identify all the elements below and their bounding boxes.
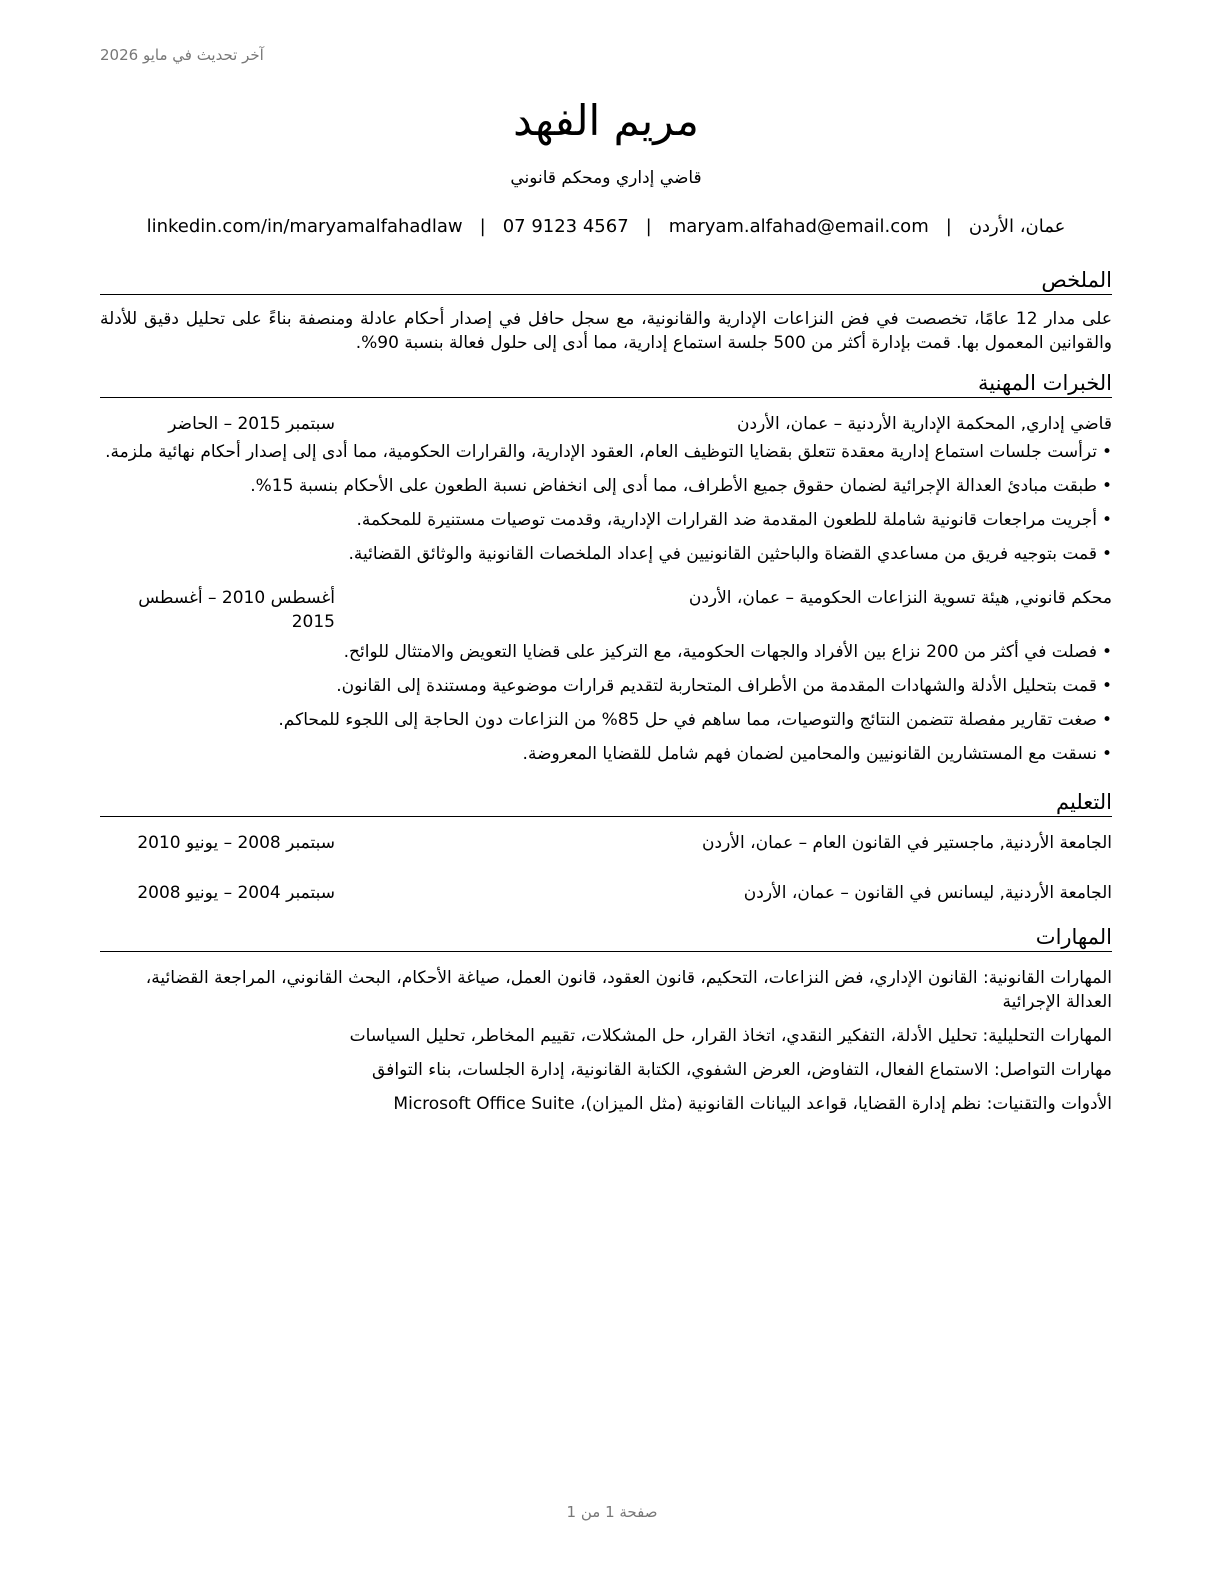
job-header <box>100 412 1112 436</box>
page-number: صفحة 1 من 1 <box>566 1503 658 1521</box>
education-dates: سبتمبر 2004 – يونيو 2008 <box>137 883 335 903</box>
job-bullet: • فصلت في أكثر من 200 نزاع بين الأفراد والجهات الحكومية، مع التركيز على قضايا التعويض والامتثال للوائح. <box>100 640 1112 664</box>
skill-line: المهارات التحليلية: تحليل الأدلة، التفكير النقدي، اتخاذ القرار، حل المشكلات، تقييم المخاطر، تحليل السياسات <box>349 1026 1112 1046</box>
job-role-org: قاضي إداري, المحكمة الإدارية الأردنية – عمان، الأردن <box>737 414 1112 434</box>
job-bullet: • ترأست جلسات استماع إدارية معقدة تتعلق بقضايا التوظيف العام، العقود الإدارية، والقرارات الحكومية، مما أدى إلى إصدار أحكام نهائية ملزمة. <box>100 440 1112 464</box>
job-bullet: • أجريت مراجعات قانونية شاملة للطعون المقدمة ضد القرارات الإدارية، وقدمت توصيات مستنيرة للمحكمة. <box>100 508 1112 532</box>
education-heading: التعليم <box>100 788 1112 817</box>
contact-email[interactable]: maryam.alfahad@email.com <box>668 216 929 237</box>
contact-location: عمان، الأردن <box>968 216 1066 237</box>
education-school-degree: الجامعة الأردنية, ليسانس في القانون – عمان، الأردن <box>743 883 1112 903</box>
summary-heading: الملخص <box>100 266 1112 295</box>
candidate-name: مريم الفهد <box>513 96 699 145</box>
education-school-degree: الجامعة الأردنية, ماجستير في القانون العام – عمان، الأردن <box>702 833 1112 853</box>
education-item <box>100 881 1112 905</box>
job-dates: سبتمبر 2015 – الحاضر <box>168 414 335 434</box>
job-header <box>100 586 1112 634</box>
job-entry <box>100 586 1112 766</box>
contact-separator: | <box>479 216 486 237</box>
job-bullets <box>100 440 1112 566</box>
job-role-org: محكم قانوني, هيئة تسوية النزاعات الحكومية – عمان، الأردن <box>688 588 1112 608</box>
resume-content <box>100 94 1112 1116</box>
contact-line <box>100 214 1112 240</box>
education-dates: سبتمبر 2008 – يونيو 2010 <box>137 833 335 853</box>
job-title: قاضي إداري ومحكم قانوني <box>510 168 702 188</box>
skill-line: الأدوات والتقنيات: نظم إدارة القضايا، قواعد البيانات القانونية (مثل الميزان)، Microsoft Office Suite <box>393 1094 1112 1114</box>
last-updated: آخر تحديث في مايو 2026 <box>100 46 264 64</box>
contact-linkedin[interactable]: linkedin.com/in/maryamalfahadlaw <box>146 216 463 237</box>
job-bullet: • طبقت مبادئ العدالة الإجرائية لضمان حقوق جميع الأطراف، مما أدى إلى انخفاض نسبة الطعون على الأحكام بنسبة 15%. <box>100 474 1112 498</box>
contact-phone[interactable]: 07 9123 4567 <box>502 216 629 237</box>
contact-separator: | <box>645 216 652 237</box>
skills-heading: المهارات <box>100 923 1112 952</box>
education-item <box>100 831 1112 855</box>
contact-separator: | <box>945 216 952 237</box>
job-bullet: • قمت بتحليل الأدلة والشهادات المقدمة من الأطراف المتحاربة لتقديم قرارات موضوعية ومستندة إلى القانون. <box>100 674 1112 698</box>
job-entry <box>100 412 1112 566</box>
job-bullet: • صغت تقارير مفصلة تتضمن النتائج والتوصيات، مما ساهم في حل 85% من النزاعات دون الحاجة إلى اللجوء للمحاكم. <box>100 708 1112 732</box>
experience-heading: الخبرات المهنية <box>100 369 1112 398</box>
summary-text: على مدار 12 عامًا، تخصصت في فض النزاعات الإدارية والقانونية، مع سجل حافل في إصدار أحكام عادلة ومنصفة بناءً على تحليل دقيق للأدلة والقوانين المعمول بها. قمت بإدارة أكثر من 500 جلسة استماع إدارية، مما أدى إلى حلول فعالة بنسبة 90%. <box>100 309 1112 353</box>
job-bullet: • نسقت مع المستشارين القانونيين والمحامين لضمان فهم شامل للقضايا المعروضة. <box>100 742 1112 766</box>
skill-line: المهارات القانونية: القانون الإداري، فض النزاعات، التحكيم، قانون العقود، قانون العمل، صياغة الأحكام، البحث القانوني، المراجعة القضائية، العدالة الإجرائية <box>145 968 1112 1012</box>
job-bullets <box>100 640 1112 766</box>
job-dates: أغسطس 2010 – أغسطس 2015 <box>138 588 335 632</box>
job-bullet: • قمت بتوجيه فريق من مساعدي القضاة والباحثين القانونيين في إعداد الملخصات القانونية والوثائق القضائية. <box>100 542 1112 566</box>
skill-line: مهارات التواصل: الاستماع الفعال، التفاوض، العرض الشفوي، الكتابة القانونية، إدارة الجلسات، بناء التوافق <box>372 1060 1112 1080</box>
